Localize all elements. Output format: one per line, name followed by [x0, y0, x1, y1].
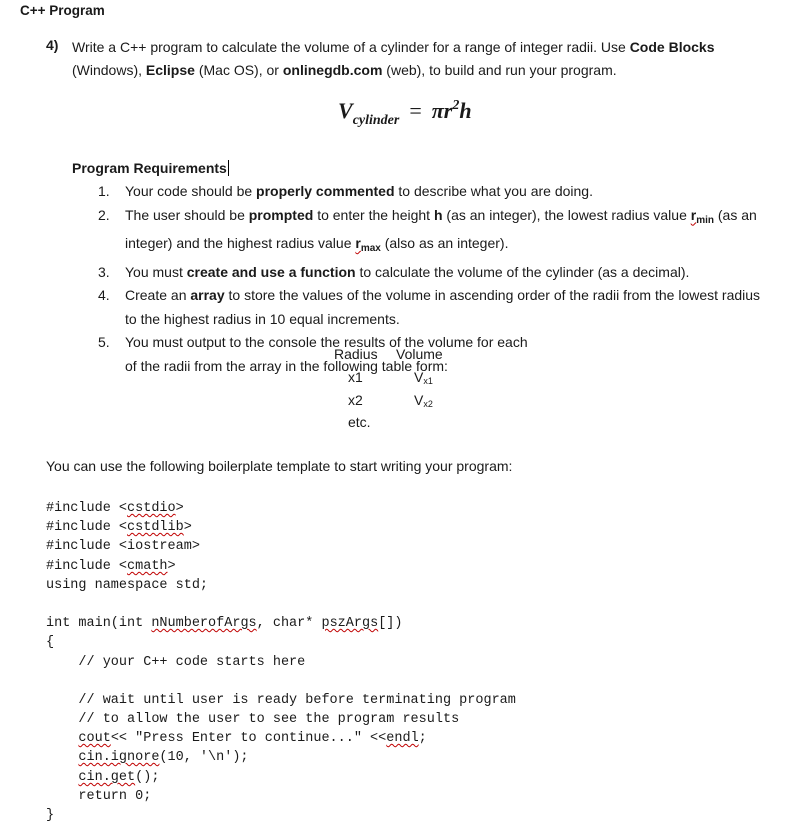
code-line: cin.ignore(10, '\n');: [78, 750, 249, 765]
requirement-item: 3. You must create and use a function to calculate the volume of the cylinder (as a decimal).: [98, 263, 690, 280]
code-line: int main(int nNumberofArgs, char* pszArgs[]): [46, 616, 403, 631]
requirements-heading: Program Requirements: [72, 160, 227, 176]
code-line: #include <cstdlib>: [46, 520, 192, 535]
code-line: #include <iostream>: [46, 539, 200, 554]
code-line: cout<< "Press Enter to continue..." <<endl;: [78, 731, 427, 746]
code-line: // to allow the user to see the program results: [46, 712, 460, 727]
tool-code-blocks: Code Blocks: [629, 39, 715, 55]
requirement-item: 4. Create an array to store the values of the volume in ascending order of the radii from the lowest radius to the highest radius in 10 equal increments.: [98, 287, 761, 327]
volume-formula: $V_{cylinder} = \pi r^2h$: [338, 98, 472, 128]
requirement-item: 5. You must output to the console the results of the volume for each of the radii from the array in the following table form:: [98, 334, 528, 374]
code-line: {: [46, 635, 55, 650]
r-min-symbol: $r_{min}$: [690, 206, 714, 226]
code-line: using namespace std;: [46, 578, 209, 593]
requirement-item: 2. The user should be prompted to enter the height h (as an integer), the lowest radius value $r_{min}$ (as an integer) and the highest radius value $r_{max}$ (also as an integer).: [98, 206, 757, 254]
boilerplate-note: You can use the following boilerplate template to start writing your program:: [46, 458, 513, 474]
document-title: C++ Program: [20, 3, 105, 18]
code-line: }: [46, 808, 55, 823]
table-header-volume: Volume: [396, 346, 443, 362]
question-text: Write a C++ program to calculate the volume of a cylinder for a range of integer radii. Use Code Blocks (Windows), Eclipse (Mac OS), or onlinegdb.com (web), to build and run your program.: [72, 39, 715, 78]
code-line: // wait until user is ready before terminating program: [46, 693, 516, 708]
code-line: #include <cstdio>: [46, 501, 184, 516]
table-header-radius: Radius: [334, 346, 378, 362]
table-cell-volume: Vx2: [414, 392, 433, 409]
table-cell-radius: etc.: [348, 414, 371, 430]
tool-eclipse: Eclipse: [145, 62, 195, 78]
code-line: return 0;: [46, 789, 152, 804]
table-cell-volume: Vx1: [414, 369, 433, 386]
code-line: // your C++ code starts here: [46, 655, 306, 670]
code-line: #include <cmath>: [46, 559, 176, 574]
r-max-symbol: $r_{max}$: [355, 235, 381, 254]
requirement-item: 1. Your code should be properly commented to describe what you are doing.: [98, 183, 593, 199]
table-cell-radius: x1: [348, 369, 363, 385]
code-line: cin.get();: [78, 770, 160, 785]
tool-onlinegdb: onlinegdb.com: [282, 62, 383, 78]
table-cell-radius: x2: [348, 392, 363, 408]
question-number: 4): [46, 37, 59, 53]
